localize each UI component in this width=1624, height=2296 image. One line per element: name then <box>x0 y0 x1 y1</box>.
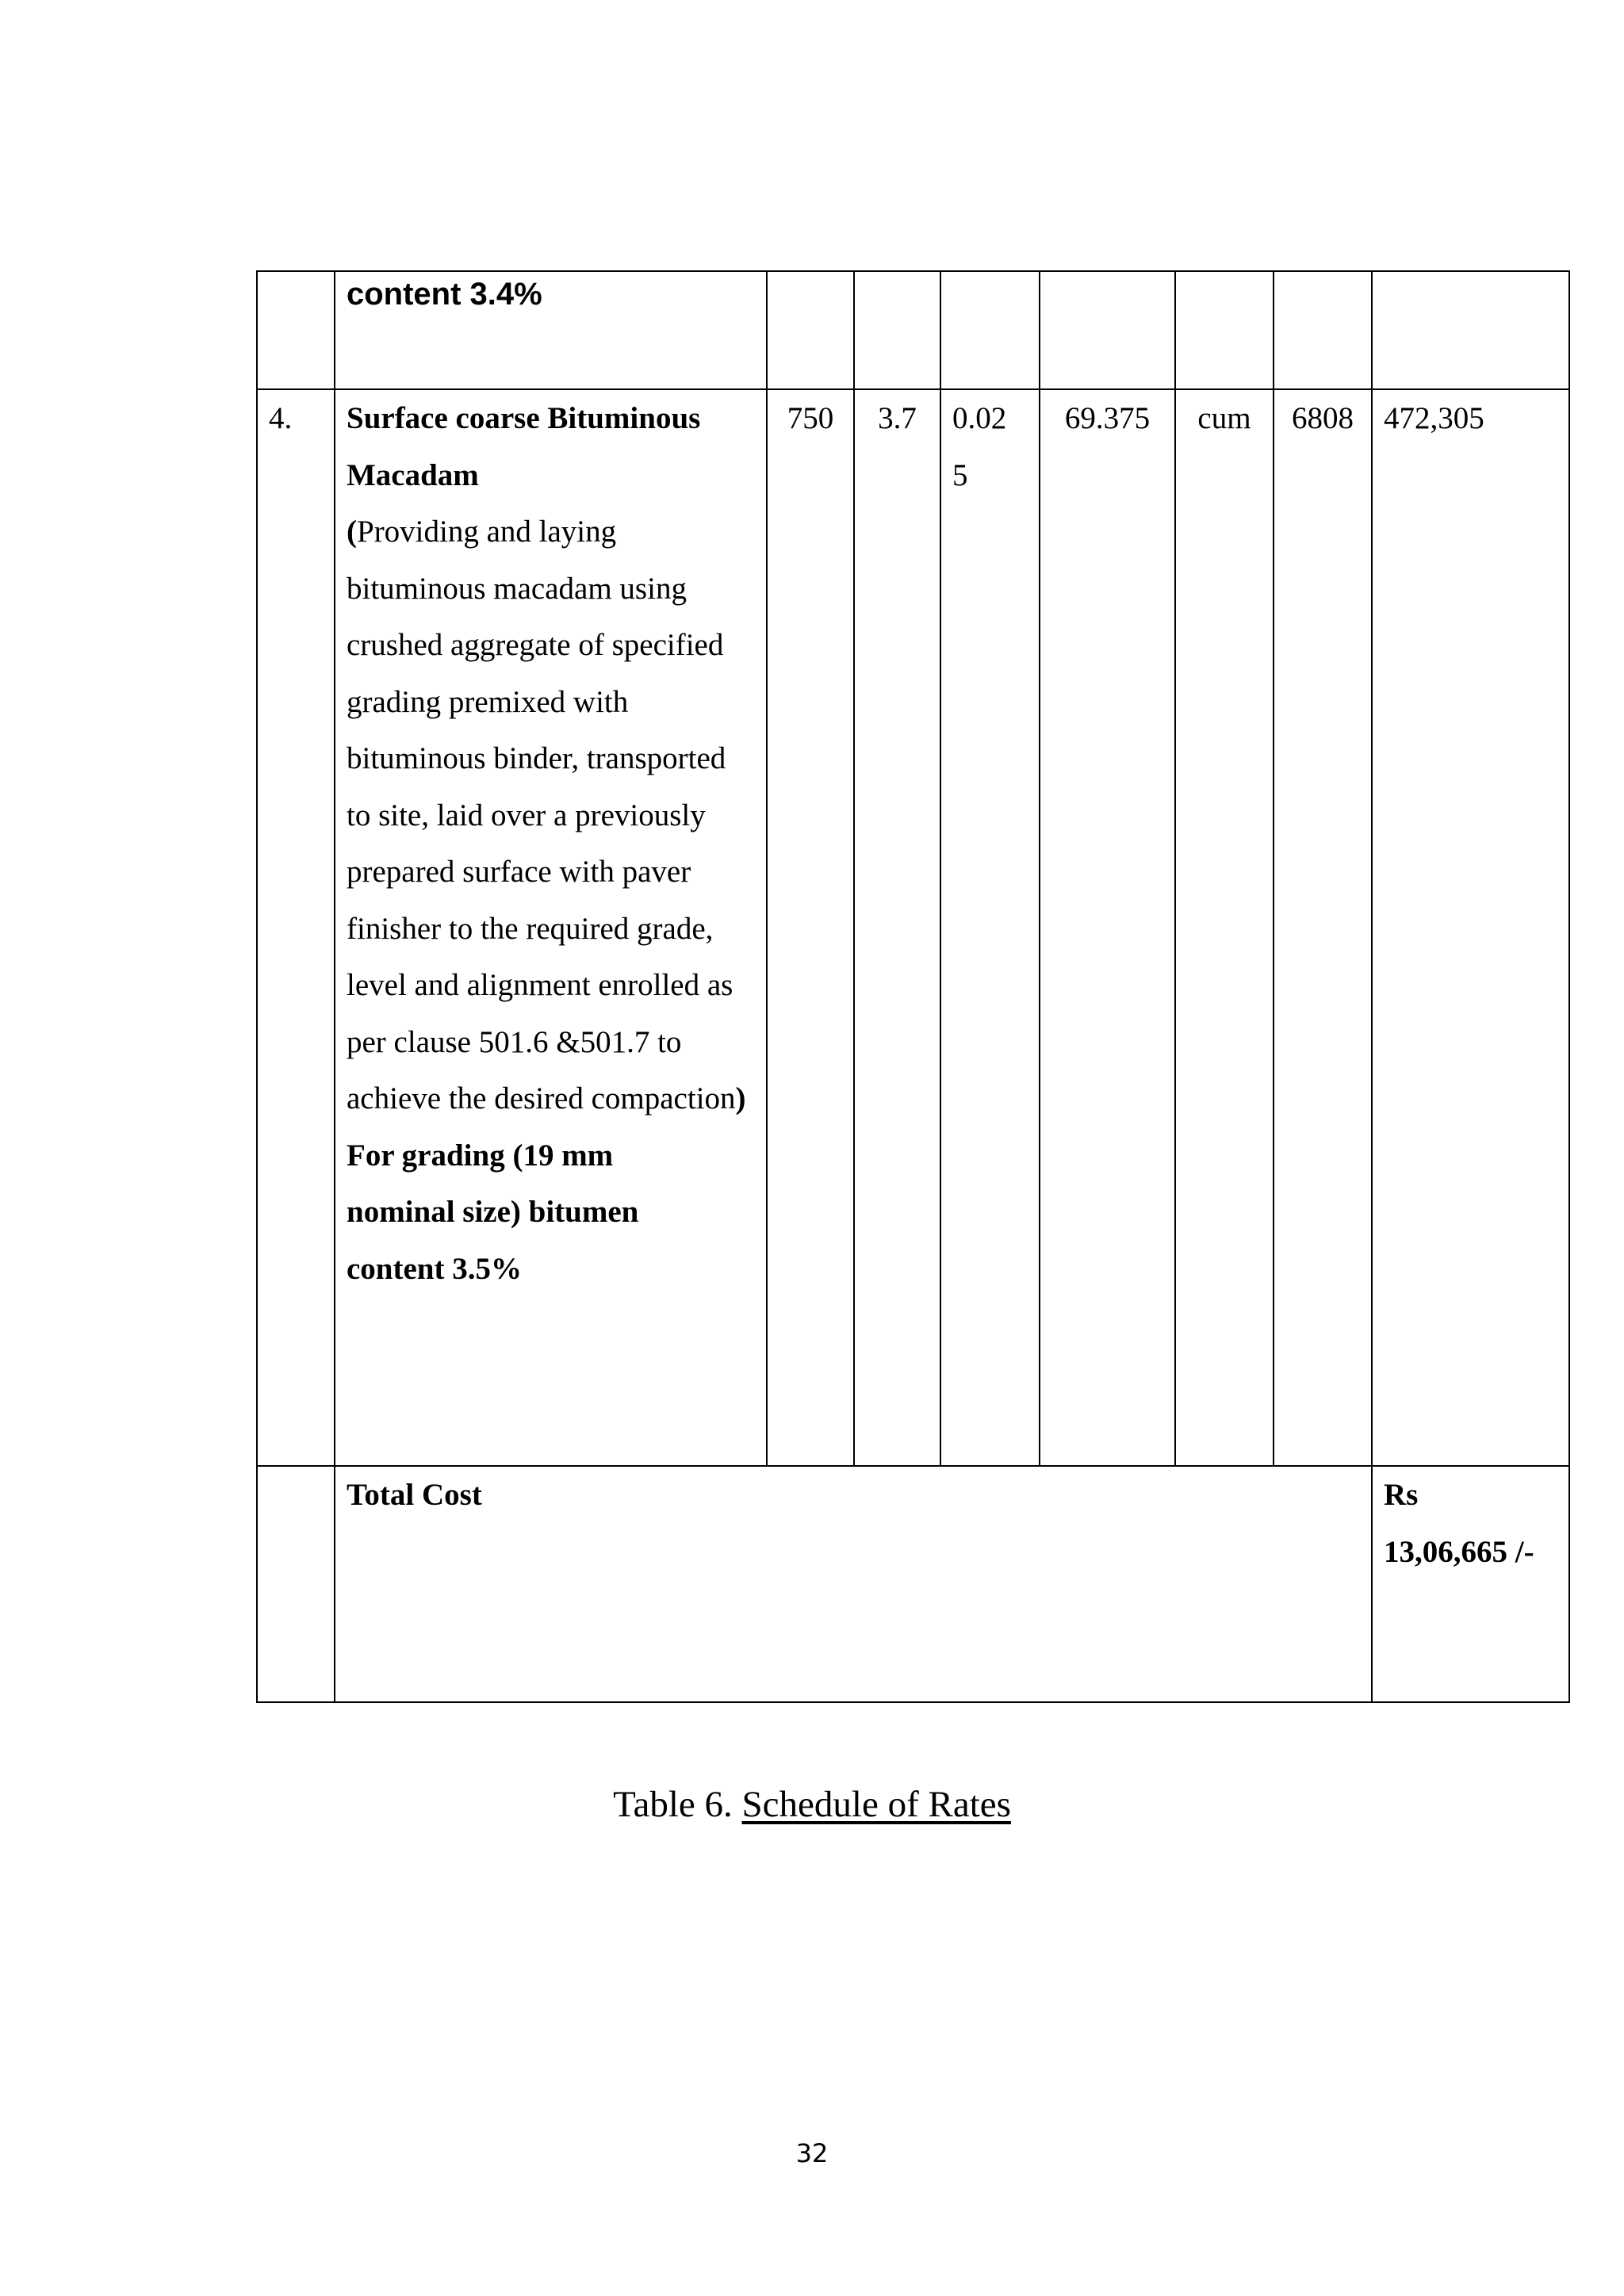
amount-cell: 472,305 <box>1372 389 1569 1466</box>
total-amount-cell <box>1372 1466 1569 1702</box>
page-number: 32 <box>795 2138 829 2168</box>
thickness-cell <box>940 389 1040 1466</box>
schedule-of-rates-table <box>256 270 1570 1703</box>
table-row-total <box>257 1466 1569 1702</box>
item-description-text: Providing and laying bituminous macadam using crushed aggregate of specified grading premixed with bituminous binder, transported to site, laid over a previously prepared surface with paver finisher to the required grade, level and alignment enrolled as per clause 501.6 &501.7 to achieve the desired compaction <box>347 515 736 1115</box>
paren-close: ) <box>735 1081 746 1115</box>
thickness-line2: 5 <box>952 457 968 492</box>
grading-line3: content 3.5% <box>347 1251 522 1286</box>
grading-line2: nominal size) bitumen <box>347 1195 639 1229</box>
serial-cell <box>257 271 335 389</box>
description-tail: content 3.4% <box>347 277 542 312</box>
item-title-line2: Macadam <box>347 457 479 492</box>
quantity-cell <box>1040 271 1175 389</box>
length-cell: 750 <box>767 389 854 1466</box>
total-amount-line1: Rs <box>1384 1478 1419 1512</box>
item-description <box>347 503 755 1127</box>
serial-cell <box>257 1466 335 1702</box>
description-cell <box>335 389 767 1466</box>
item-title-line1: Surface coarse Bituminous <box>347 401 701 435</box>
table-row-item-4 <box>257 389 1569 1466</box>
total-amount-line2: 13,06,665 /- <box>1384 1534 1534 1569</box>
thickness-cell <box>940 271 1040 389</box>
amount-cell <box>1372 271 1569 389</box>
paren-open: ( <box>347 515 357 549</box>
length-cell <box>767 271 854 389</box>
serial-cell: 4. <box>257 389 335 1466</box>
rate-cell: 6808 <box>1274 389 1372 1466</box>
caption-title: Schedule of Rates <box>741 1784 1011 1825</box>
unit-cell <box>1175 271 1274 389</box>
width-cell <box>854 271 940 389</box>
total-label-cell <box>335 1466 1372 1702</box>
table-caption <box>0 1781 1624 1828</box>
unit-cell: cum <box>1175 389 1274 1466</box>
grading-line1: For grading (19 mm <box>347 1138 614 1173</box>
table-row-continuation <box>257 271 1569 389</box>
total-cost-label: Total Cost <box>347 1478 482 1512</box>
caption-prefix: Table 6. <box>613 1784 742 1825</box>
rate-cell <box>1274 271 1372 389</box>
thickness-line1: 0.02 <box>952 401 1007 435</box>
description-cell <box>335 271 767 389</box>
width-cell: 3.7 <box>854 389 940 1466</box>
quantity-cell: 69.375 <box>1040 389 1175 1466</box>
